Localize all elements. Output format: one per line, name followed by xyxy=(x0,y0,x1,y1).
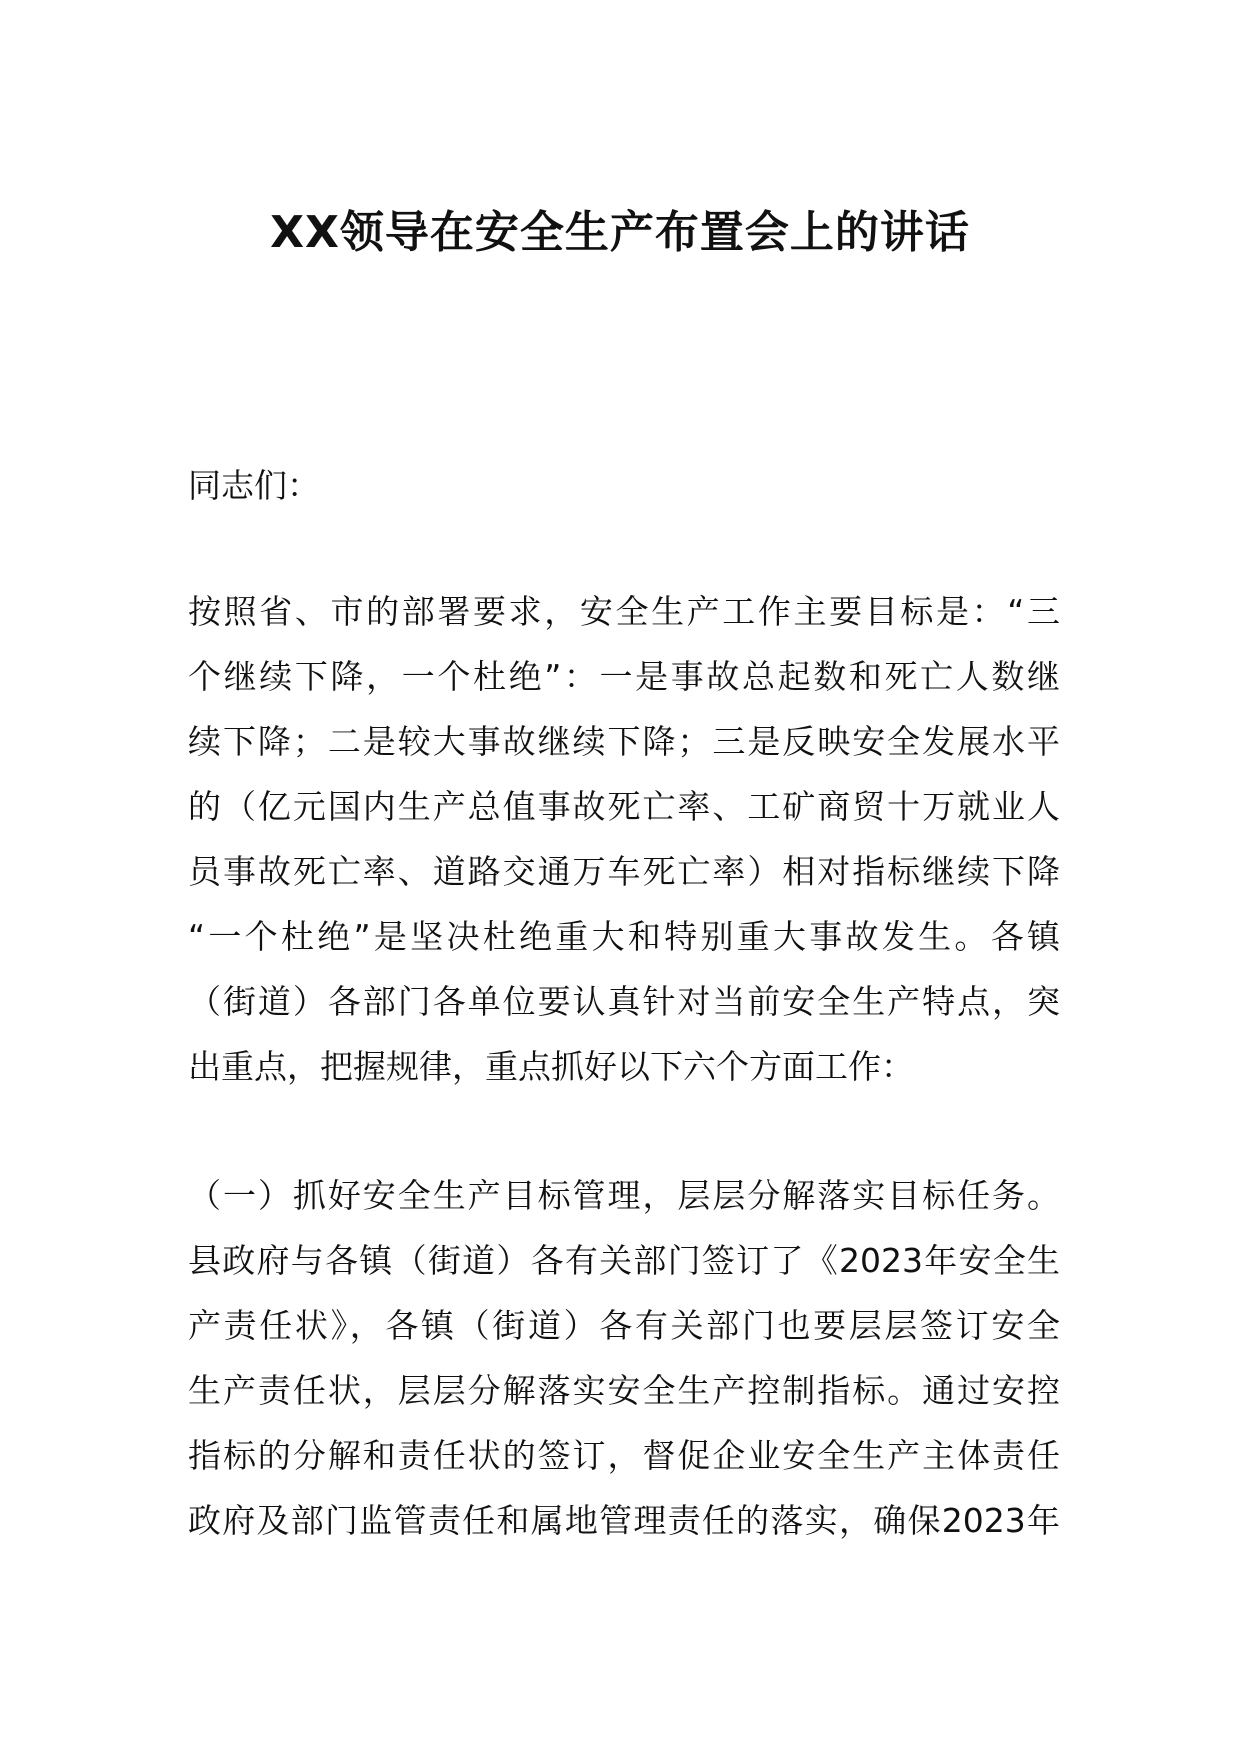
paragraph-1-line: （街道）各部门各单位要认真针对当前安全生产特点，突 xyxy=(188,982,1060,1021)
paragraph-2-line: 产责任状》，各镇（街道）各有关部门也要层层签订安全 xyxy=(188,1306,1060,1345)
paragraph-2-line: 政府及部门监管责任和属地管理责任的落实，确保2023年 xyxy=(188,1501,1060,1540)
paragraph-2-line: 县政府与各镇（街道）各有关部门签订了《2023年安全生 xyxy=(188,1241,1060,1280)
paragraph-1-line: 的（亿元国内生产总值事故死亡率、工矿商贸十万就业人 xyxy=(188,787,1060,826)
paragraph-1-line: 员事故死亡率、道路交通万车死亡率）相对指标继续下降 xyxy=(188,852,1060,891)
paragraph-2-line: 指标的分解和责任状的签订，督促企业安全生产主体责任 xyxy=(188,1436,1060,1475)
paragraph-1-line: 续下降；二是较大事故继续下降；三是反映安全发展水平 xyxy=(188,722,1060,761)
document-title: XX领导在安全生产布置会上的讲话 xyxy=(270,207,970,258)
paragraph-1-line: 个继续下降，一个杜绝”：一是事故总起数和死亡人数继 xyxy=(188,657,1060,696)
paragraph-2-line: （一）抓好安全生产目标管理，层层分解落实目标任务。 xyxy=(188,1176,1060,1215)
paragraph-2 xyxy=(188,1163,1060,1553)
salutation: 同志们： xyxy=(188,466,320,505)
paragraph-2-line: 生产责任状，层层分解落实安全生产控制指标。通过安控 xyxy=(188,1371,1060,1410)
paragraph-1-line: 出重点，把握规律，重点抓好以下六个方面工作： xyxy=(188,1047,914,1086)
paragraph-1-line: “一个杜绝”是坚决杜绝重大和特别重大事故发生。各镇 xyxy=(188,917,1060,956)
paragraph-1-line: 按照省、市的部署要求，安全生产工作主要目标是：“三 xyxy=(188,592,1060,631)
paragraph-1 xyxy=(188,579,1060,1099)
